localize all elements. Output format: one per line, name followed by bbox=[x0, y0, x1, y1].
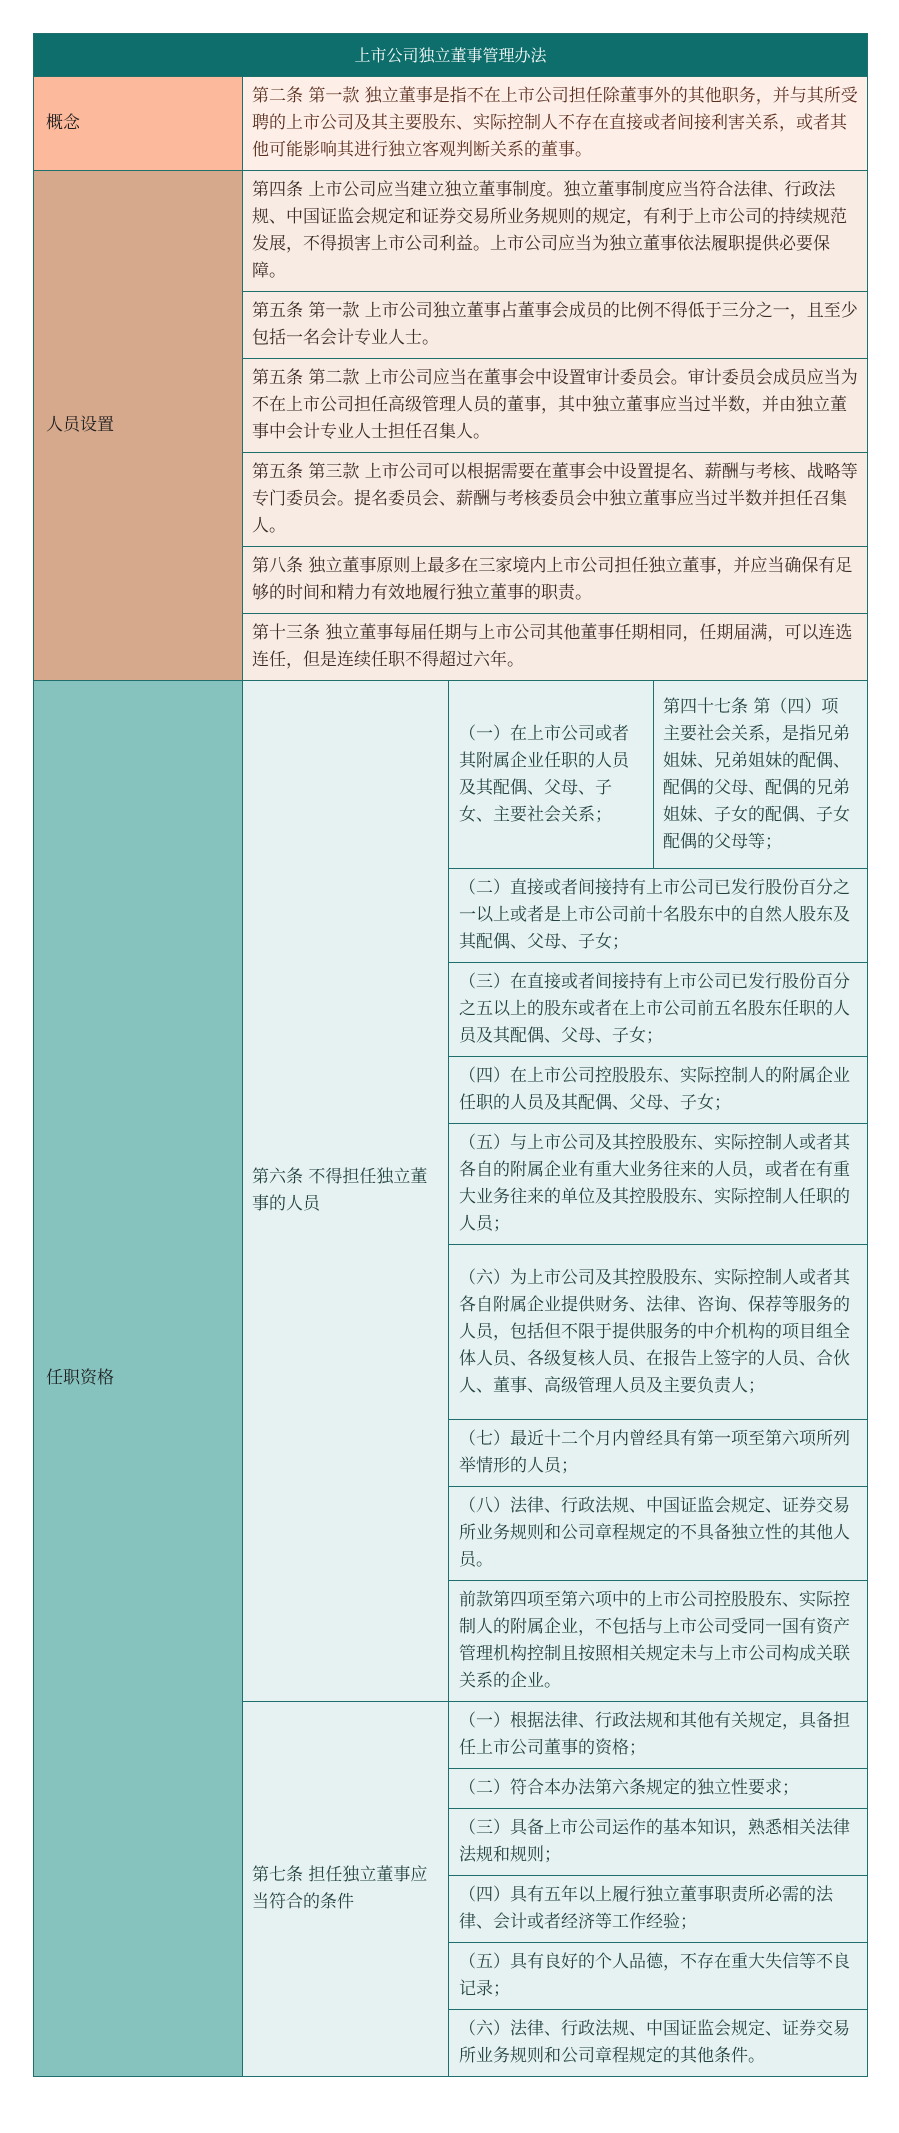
category-concept: 概念 bbox=[34, 77, 243, 171]
article6-item: 前款第四项至第六项中的上市公司控股股东、实际控制人的附属企业，不包括与上市公司受同一国有资产管理机构控制且按照相关规定未与上市公司构成关联关系的企业。 bbox=[449, 1581, 868, 1702]
title-row bbox=[34, 34, 868, 77]
article7-item: （二）符合本办法第六条规定的独立性要求； bbox=[449, 1769, 868, 1809]
article7-item: （三）具备上市公司运作的基本知识，熟悉相关法律法规和规则； bbox=[449, 1809, 868, 1876]
staffing-row bbox=[34, 171, 868, 292]
article7-item: （四）具有五年以上履行独立董事职责所必需的法律、会计或者经济等工作经验； bbox=[449, 1876, 868, 1943]
article6-item: （三）在直接或者间接持有上市公司已发行股份百分之五以上的股东或者在上市公司前五名股东任职的人员及其配偶、父母、子女； bbox=[449, 963, 868, 1057]
category-qualification: 任职资格 bbox=[34, 681, 243, 2077]
article7-label: 第七条 担任独立董事应当符合的条件 bbox=[243, 1702, 449, 2077]
regulation-document bbox=[33, 33, 867, 2077]
qualification-row bbox=[34, 681, 868, 869]
article6-label: 第六条 不得担任独立董事的人员 bbox=[243, 681, 449, 1702]
regulation-table bbox=[33, 33, 868, 2077]
staffing-item: 第五条 第二款 上市公司应当在董事会中设置审计委员会。审计委员会成员应当为不在上市公司担任高级管理人员的董事，其中独立董事应当过半数，并由独立董事中会计专业人士担任召集人。 bbox=[243, 359, 868, 453]
staffing-item: 第十三条 独立董事每届任期与上市公司其他董事任期相同，任期届满，可以连选连任，但是连续任职不得超过六年。 bbox=[243, 614, 868, 681]
article6-item: （八）法律、行政法规、中国证监会规定、证券交易所业务规则和公司章程规定的不具备独立性的其他人员。 bbox=[449, 1487, 868, 1581]
table-title: 上市公司独立董事管理办法 bbox=[34, 34, 868, 77]
concept-row bbox=[34, 77, 868, 171]
article7-item: （一）根据法律、行政法规和其他有关规定，具备担任上市公司董事的资格； bbox=[449, 1702, 868, 1769]
article47-note: 第四十七条 第（四）项 主要社会关系，是指兄弟姐妹、兄弟姐妹的配偶、配偶的父母、配偶的兄弟姐妹、子女的配偶、子女配偶的父母等； bbox=[654, 681, 868, 869]
article6-item: （六）为上市公司及其控股股东、实际控制人或者其各自附属企业提供财务、法律、咨询、保荐等服务的人员，包括但不限于提供服务的中介机构的项目组全体人员、各级复核人员、在报告上签字的人员、合伙人、董事、高级管理人员及主要负责人； bbox=[449, 1245, 868, 1420]
article6-item: （七）最近十二个月内曾经具有第一项至第六项所列举情形的人员； bbox=[449, 1420, 868, 1487]
article7-item: （六）法律、行政法规、中国证监会规定、证券交易所业务规则和公司章程规定的其他条件。 bbox=[449, 2010, 868, 2077]
article7-item: （五）具有良好的个人品德，不存在重大失信等不良记录； bbox=[449, 1943, 868, 2010]
article6-item: （二）直接或者间接持有上市公司已发行股份百分之一以上或者是上市公司前十名股东中的自然人股东及其配偶、父母、子女； bbox=[449, 869, 868, 963]
concept-text: 第二条 第一款 独立董事是指不在上市公司担任除董事外的其他职务，并与其所受聘的上市公司及其主要股东、实际控制人不存在直接或者间接利害关系，或者其他可能影响其进行独立客观判断关系的董事。 bbox=[243, 77, 868, 171]
staffing-item: 第四条 上市公司应当建立独立董事制度。独立董事制度应当符合法律、行政法规、中国证监会规定和证券交易所业务规则的规定，有利于上市公司的持续规范发展，不得损害上市公司利益。上市公司应当为独立董事依法履职提供必要保障。 bbox=[243, 171, 868, 292]
category-staffing: 人员设置 bbox=[34, 171, 243, 681]
staffing-item: 第五条 第三款 上市公司可以根据需要在董事会中设置提名、薪酬与考核、战略等专门委员会。提名委员会、薪酬与考核委员会中独立董事应当过半数并担任召集人。 bbox=[243, 453, 868, 547]
article6-item: （一）在上市公司或者其附属企业任职的人员及其配偶、父母、子女、主要社会关系； bbox=[449, 681, 654, 869]
staffing-item: 第五条 第一款 上市公司独立董事占董事会成员的比例不得低于三分之一，且至少包括一名会计专业人士。 bbox=[243, 292, 868, 359]
article6-item: （四）在上市公司控股股东、实际控制人的附属企业任职的人员及其配偶、父母、子女； bbox=[449, 1057, 868, 1124]
staffing-item: 第八条 独立董事原则上最多在三家境内上市公司担任独立董事，并应当确保有足够的时间和精力有效地履行独立董事的职责。 bbox=[243, 547, 868, 614]
article6-item: （五）与上市公司及其控股股东、实际控制人或者其各自的附属企业有重大业务往来的人员，或者在有重大业务往来的单位及其控股股东、实际控制人任职的人员； bbox=[449, 1124, 868, 1245]
